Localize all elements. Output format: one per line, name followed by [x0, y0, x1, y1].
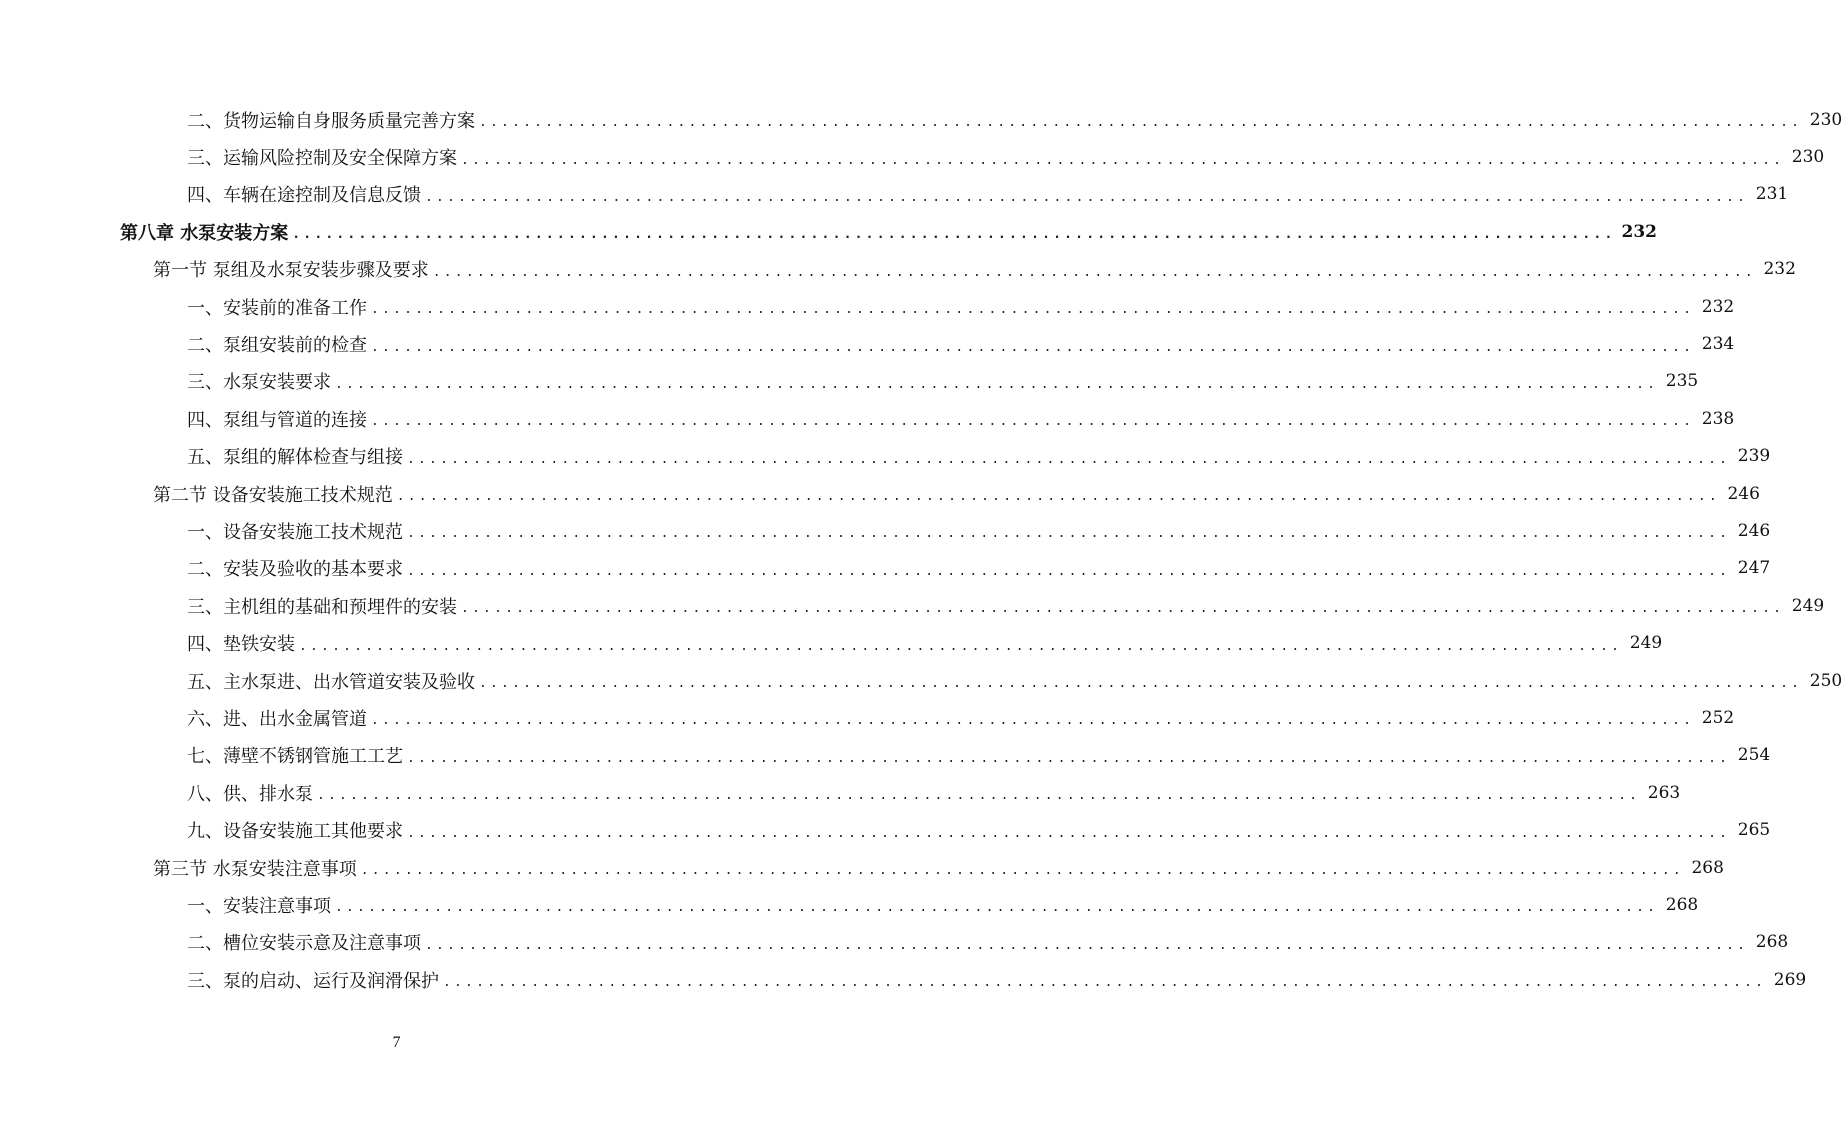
toc-entry[interactable] — [0, 624, 1663, 661]
toc-entry-label: 六、进、出水金属管道 — [187, 708, 367, 730]
toc-entry-label: 三、泵的启动、运行及润滑保护 — [187, 970, 439, 992]
toc-entry-page: 250 — [1809, 670, 1842, 691]
toc-entry-page: 268 — [1665, 894, 1699, 915]
toc-leader-dots: ........................................................................................................................ — [479, 115, 1803, 131]
toc-entry-page: 249 — [1791, 595, 1825, 616]
toc-entry-page: 239 — [1737, 446, 1771, 467]
toc-entry-label: 二、槽位安装示意及注意事项 — [187, 933, 421, 955]
toc-leader-dots: ........................................................................................................................ — [371, 339, 1695, 355]
toc-entry-label: 一、设备安装施工技术规范 — [187, 521, 403, 543]
toc-entry-page: 249 — [1629, 633, 1663, 654]
toc-entry-page: 268 — [1755, 932, 1789, 953]
toc-entry-label: 四、泵组与管道的连接 — [187, 409, 367, 431]
toc-leader-dots: ........................................................................................................................ — [407, 526, 1731, 542]
toc-entry-label: 七、薄壁不锈钢管施工工艺 — [187, 746, 403, 768]
toc-entry-label: 第八章 水泵安装方案 — [120, 222, 289, 244]
toc-leader-dots: ........................................................................................................................ — [317, 788, 1641, 804]
toc-entry-label: 九、设备安装施工其他要求 — [187, 821, 403, 843]
toc-entry-page: 230 — [1791, 147, 1825, 168]
toc-leader-dots: ........................................................................................................................ — [407, 825, 1731, 841]
toc-entry-page: 232 — [1701, 296, 1735, 317]
toc-entry-label: 三、运输风险控制及安全保障方案 — [187, 148, 457, 170]
toc-entry-label: 第二节 设备安装施工技术规范 — [153, 484, 393, 506]
toc-leader-dots: ........................................................................................................................ — [299, 638, 1623, 654]
toc-entry[interactable] — [0, 325, 1735, 362]
toc-leader-dots: ........................................................................................................................ — [425, 189, 1749, 205]
toc-entry-page: 254 — [1737, 745, 1771, 766]
toc-leader-dots: ........................................................................................................................ — [432, 264, 1756, 280]
toc-entry-label: 二、泵组安装前的检查 — [187, 335, 367, 357]
toc-entry[interactable] — [0, 961, 1807, 998]
toc-entry-label: 第三节 水泵安装注意事项 — [153, 858, 357, 880]
toc-entry[interactable] — [0, 512, 1771, 549]
toc-entry-page: 265 — [1737, 820, 1771, 841]
toc-entry[interactable] — [0, 363, 1699, 400]
toc-leader-dots: ........................................................................................................................ — [396, 489, 1720, 505]
toc-entry-label: 三、水泵安装要求 — [187, 372, 331, 394]
toc-leader-dots: ........................................................................................................................ — [479, 676, 1803, 692]
toc-section-entry[interactable] — [0, 251, 1796, 288]
toc-entry[interactable] — [0, 288, 1735, 325]
toc-entry-page: 238 — [1701, 408, 1735, 429]
toc-chapter-entry[interactable] — [0, 213, 1657, 250]
toc-leader-dots: ........................................................................................................................ — [335, 900, 1659, 916]
toc-entry-page: 234 — [1701, 334, 1735, 355]
toc-entry[interactable] — [0, 101, 1842, 138]
toc-entry[interactable] — [0, 662, 1842, 699]
toc-entry-page: 231 — [1755, 184, 1789, 205]
toc-entry-page: 230 — [1809, 109, 1842, 130]
toc-leader-dots: ........................................................................................................................ — [371, 713, 1695, 729]
toc-entry-label: 五、主水泵进、出水管道安装及验收 — [187, 671, 475, 693]
toc-entry[interactable] — [0, 400, 1735, 437]
toc-leader-dots: ........................................................................................................................ — [461, 601, 1785, 617]
toc-entry-label: 五、泵组的解体检查与组接 — [187, 447, 403, 469]
toc-entry[interactable] — [0, 737, 1771, 774]
toc-entry[interactable] — [0, 176, 1789, 213]
toc-entry-label: 第一节 泵组及水泵安装步骤及要求 — [153, 260, 429, 282]
toc-entry-page: 263 — [1647, 782, 1681, 803]
toc-entry-page: 252 — [1701, 707, 1735, 728]
toc-entry-page: 268 — [1691, 857, 1724, 878]
toc-section-entry[interactable] — [0, 475, 1760, 512]
toc-entry[interactable] — [0, 924, 1789, 961]
toc-leader-dots: ........................................................................................................................ — [407, 563, 1731, 579]
toc-entry-label: 二、安装及验收的基本要求 — [187, 559, 403, 581]
toc-entry[interactable] — [0, 774, 1681, 811]
toc-entry-label: 一、安装注意事项 — [187, 895, 331, 917]
toc-entry-label: 四、车辆在途控制及信息反馈 — [187, 185, 421, 207]
table-of-contents — [0, 101, 1842, 998]
toc-entry[interactable] — [0, 438, 1771, 475]
page-number: 7 — [392, 1034, 401, 1051]
toc-entry-page: 235 — [1665, 371, 1699, 392]
toc-entry-page: 232 — [1621, 221, 1657, 242]
toc-leader-dots: ........................................................................................................................ — [425, 937, 1749, 953]
toc-entry[interactable] — [0, 811, 1771, 848]
toc-entry[interactable] — [0, 550, 1771, 587]
toc-entry-label: 三、主机组的基础和预埋件的安装 — [187, 596, 457, 618]
toc-entry-page: 246 — [1727, 483, 1760, 504]
toc-leader-dots: ........................................................................................................................ — [461, 152, 1785, 168]
toc-entry-label: 四、垫铁安装 — [187, 634, 295, 656]
toc-leader-dots: ........................................................................................................................ — [407, 451, 1731, 467]
toc-leader-dots: ........................................................................................................................ — [371, 414, 1695, 430]
toc-leader-dots: ........................................................................................................................ — [443, 975, 1767, 991]
toc-section-entry[interactable] — [0, 849, 1724, 886]
toc-entry-page: 232 — [1763, 259, 1796, 280]
toc-entry[interactable] — [0, 138, 1825, 175]
toc-leader-dots: ........................................................................................................................ — [371, 302, 1695, 318]
toc-entry-page: 246 — [1737, 520, 1771, 541]
toc-entry-label: 八、供、排水泵 — [187, 783, 313, 805]
toc-entry[interactable] — [0, 587, 1825, 624]
toc-entry[interactable] — [0, 699, 1735, 736]
toc-leader-dots: ........................................................................................................................ — [360, 863, 1684, 878]
toc-entry-page: 247 — [1737, 558, 1771, 579]
toc-entry[interactable] — [0, 886, 1699, 923]
toc-leader-dots: ........................................................................................................................ — [335, 376, 1659, 392]
toc-leader-dots: ........................................................................................................................ — [407, 750, 1731, 766]
toc-entry-label: 一、安装前的准备工作 — [187, 297, 367, 319]
toc-entry-page: 269 — [1773, 969, 1807, 990]
toc-leader-dots: ........................................................................................................................ — [292, 227, 1616, 243]
toc-entry-label: 二、货物运输自身服务质量完善方案 — [187, 110, 475, 132]
